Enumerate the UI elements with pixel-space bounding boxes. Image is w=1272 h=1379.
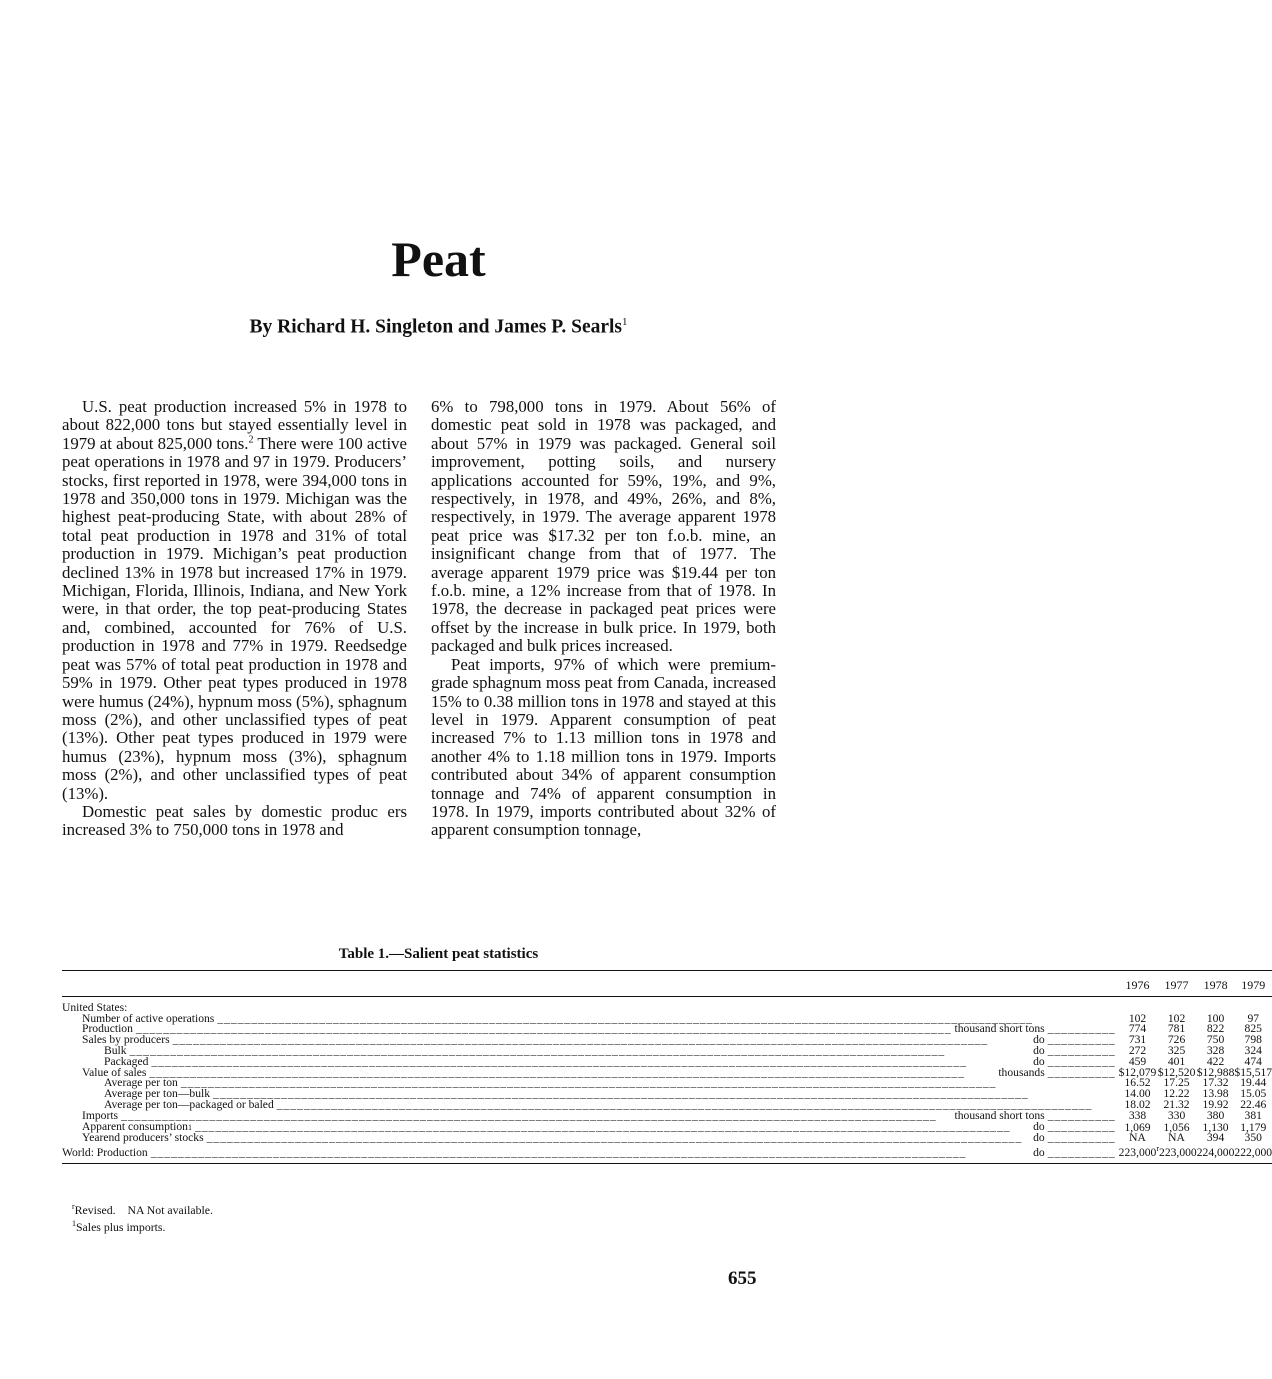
- cell-text: 18.02: [1124, 1097, 1151, 1111]
- cell-text: 422: [1206, 1054, 1225, 1068]
- table-header-year: 1979: [1241, 978, 1266, 992]
- leader-dashes: ________________________________________________________________________________________________________________________: [180, 1076, 997, 1090]
- footnote-line: [72, 1200, 213, 1217]
- row-unit: do: [1033, 1131, 1045, 1145]
- cell-text: 350: [1244, 1131, 1262, 1145]
- cell-text: 16.52: [1124, 1076, 1151, 1090]
- footnote-ref: 2: [248, 434, 254, 446]
- cell-text: 726: [1167, 1033, 1186, 1047]
- row-label: Value of sales: [82, 1065, 147, 1079]
- row-label: Average per ton—bulk: [104, 1087, 211, 1101]
- cell-text: 17.25: [1163, 1076, 1190, 1090]
- cell-text: 324: [1244, 1043, 1262, 1057]
- cell-text: 22.46: [1240, 1097, 1267, 1111]
- row-label: Bulk: [104, 1043, 127, 1057]
- table-cell-value: [1197, 1133, 1235, 1144]
- row-label: United States:: [62, 1000, 128, 1014]
- footnote-mark: r: [72, 1202, 75, 1211]
- cell-text: 798: [1244, 1033, 1262, 1047]
- body-text: U.S. peat production increased 5% in 1978 to about 822,000 tons but stayed essentially level in 1979 at about 825,000 tons.: [62, 397, 407, 453]
- cell-text: 325: [1167, 1043, 1186, 1057]
- byline-authors: By Richard H. Singleton and James P. Searls: [249, 316, 623, 338]
- body-paragraph: 6% to 798,000 tons in 1979. About 56% of domestic peat sold in 1978 was packaged, and about 57% in 1979 was packaged. General soil improvement, potting soils, and nursery applications accounted for 59%, 19%, and 9%, respectively, in 1978, and 49%, 26%, and 8%, respectively, in 1979. The average apparent 1978 peat price was $17.32 per ton f.o.b. mine, an insignificant change from that of 1977. The average apparent 1979 price was $19.44 per ton f.o.b. mine, a 12% increase from that of 1978. In 1978, the decrease in packaged peat prices were offset by the increase in bulk price. In 1979, both packaged and bulk prices increased.: [431, 397, 776, 656]
- table-row: [62, 1133, 1272, 1144]
- leader-dashes: __________: [1047, 1054, 1116, 1068]
- cell-text: 17.32: [1202, 1076, 1229, 1090]
- cell-text: 825: [1244, 1022, 1262, 1036]
- leader-dashes: __________: [1047, 1065, 1116, 1079]
- cell-text: 19.92: [1202, 1097, 1229, 1111]
- row-label: Yearend producers’ stocks: [82, 1131, 204, 1145]
- row-unit: do: [1033, 1054, 1045, 1068]
- cell-text: 14.00: [1124, 1087, 1151, 1101]
- cell-text: 100: [1206, 1011, 1225, 1025]
- cell-text: 1,179: [1240, 1120, 1267, 1134]
- leader-dashes: ________________________________________________________________________________________________________________________: [217, 1011, 1033, 1025]
- leader-dashes: ________________________________________________________________________________________________________________________: [276, 1097, 1093, 1111]
- leader-dashes: __________: [1047, 1131, 1116, 1145]
- leader-dashes: __________: [1047, 1022, 1116, 1036]
- cell-text: 822: [1206, 1022, 1225, 1036]
- row-label: Sales by producers: [82, 1033, 170, 1047]
- cell-text: 459: [1128, 1054, 1147, 1068]
- leader-dashes: ________________________________________________________________________________________________________________________: [194, 1119, 1011, 1133]
- row-label: Apparent consumption: [82, 1119, 188, 1133]
- byline: [0, 316, 877, 339]
- row-label: Packaged: [104, 1054, 149, 1068]
- leader-dashes: ________________________________________________________________________________________________________________________: [150, 1146, 967, 1160]
- cell-text: 272: [1128, 1043, 1147, 1057]
- row-unit: thousands: [998, 1065, 1045, 1079]
- row-label: Imports: [82, 1108, 119, 1122]
- table-cell-value: [1156, 1133, 1196, 1144]
- cell-text: 330: [1167, 1108, 1186, 1122]
- cell-text: 781: [1167, 1022, 1186, 1036]
- table-header-year: 1978: [1203, 978, 1228, 992]
- cell-text: NA: [1168, 1131, 1185, 1145]
- table-cell-value: [1234, 1133, 1272, 1144]
- table-row: [62, 996, 1272, 1013]
- row-label: World: Production: [62, 1146, 148, 1160]
- page-number: 655: [728, 1268, 757, 1289]
- leader-dashes: __________: [1047, 1033, 1116, 1047]
- cell-text: 1,130: [1202, 1120, 1229, 1134]
- body-paragraph: Peat imports, 97% of which were premium-grade sphagnum moss peat from Canada, increased 15% to 0.38 million tons in 1978 and stayed at this level in 1979. Apparent consumption of peat increased 7% to 1.13 million tons in 1978 and another 4% to 1.18 million tons in 1979. Imports contributed about 34% of apparent consumption tonnage and 74% of apparent consumption in 1978. In 1979, imports contributed about 32% of apparent consumption tonnage,: [431, 654, 776, 840]
- cell-text: $12,520: [1157, 1065, 1196, 1079]
- table-cell-value: [1119, 1133, 1157, 1144]
- cell-text: 21.32: [1163, 1097, 1190, 1111]
- cell-text: 731: [1128, 1033, 1147, 1047]
- table-header-year: 1977: [1164, 978, 1189, 992]
- cell-text: 102: [1128, 1011, 1147, 1025]
- leader-dashes: ________________________________________________________________________________________________________________________: [213, 1087, 1029, 1101]
- leader-dashes: __________: [1047, 1119, 1116, 1133]
- byline-footnote-mark: 1: [622, 316, 628, 328]
- cell-text: $12,988: [1196, 1065, 1235, 1079]
- footnote-text: NA Not available.: [127, 1202, 213, 1217]
- row-label-footnote: 1: [187, 1122, 192, 1132]
- cell-text: 223,000: [1118, 1146, 1157, 1160]
- leader-dashes: ________________________________________________________________________________________________________________________: [172, 1033, 989, 1047]
- row-unit: thousand short tons: [954, 1022, 1045, 1036]
- footnote-line: [72, 1217, 213, 1234]
- cell-text: 13.98: [1202, 1087, 1229, 1101]
- footnote-mark: 1: [72, 1218, 76, 1228]
- row-label: Average per ton: [104, 1076, 178, 1090]
- leader-dashes: __________: [1047, 1108, 1116, 1122]
- revised-mark: r: [1156, 1144, 1160, 1154]
- cell-text: 223,000: [1159, 1146, 1197, 1160]
- leader-dashes: ________________________________________________________________________________________________________________________: [129, 1043, 946, 1057]
- row-unit: do: [1033, 1119, 1045, 1133]
- row-label-cell: [62, 1133, 1119, 1144]
- row-label: Average per ton—packaged or baled: [104, 1097, 274, 1111]
- cell-text: 774: [1128, 1022, 1147, 1036]
- cell-text: $12,079: [1118, 1065, 1157, 1079]
- table-footnotes: [72, 1200, 213, 1234]
- row-label: Production: [82, 1022, 133, 1036]
- leader-dashes: ________________________________________________________________________________________________________________________: [121, 1108, 937, 1122]
- cell-text: 15.05: [1240, 1087, 1267, 1101]
- footnote-text: Sales plus imports.: [76, 1219, 166, 1234]
- cell-text: 19.44: [1240, 1076, 1267, 1090]
- body-text: There were 100 active peat operations in 1978 and 97 in 1979. Producers’ stocks, first reported in 1978, were 394,000 tons in 1978 and 350,000 tons in 1979. Michigan was the highest peat-producing State, with about 28% of total peat production in 1978 and 31% of total production in 1979. Michigan’s peat production declined 13% in 1978 but increased 17% in 1979. Michigan, Florida, Illinois, Indiana, and New York were, in that order, the top peat-producing States and, combined, accounted for 76% of U.S. production in 1978 and 77% in 1979. Reedsedge peat was 57% of total peat production in 1978 and 59% in 1979. Other peat types produced in 1978 were humus (24%), hypnum moss (5%), sphagnum moss (2%), and other unclassified types of peat (13%). Other peat types produced in 1979 were humus (23%), hypnum moss (3%), sphagnum moss (2%), and other unclassified types of peat (13%).: [62, 433, 407, 803]
- row-unit: do: [1033, 1043, 1045, 1057]
- leader-dashes: ________________________________________________________________________________________________________________________: [135, 1022, 952, 1036]
- table-body: [62, 996, 1272, 1163]
- table-header-blank: [62, 971, 1119, 997]
- table-header-year: 1976: [1125, 978, 1150, 992]
- cell-text: 381: [1244, 1108, 1262, 1122]
- row-label-cell: [62, 996, 1119, 1013]
- table-title: Table 1.—Salient peat statistics: [338, 946, 539, 962]
- cell-text: 224,000: [1196, 1146, 1235, 1160]
- body-column-right: [431, 398, 776, 840]
- cell-text: 1,069: [1124, 1120, 1151, 1134]
- leader-dashes: ________________________________________________________________________________________________________________________: [206, 1131, 1023, 1145]
- cell-text: 750: [1206, 1033, 1225, 1047]
- table-cell-value: [1197, 1144, 1235, 1163]
- body-column-left: [62, 398, 407, 840]
- cell-text: 1,056: [1163, 1120, 1190, 1134]
- leader-dashes: ________________________________________________________________________________________________________________________: [151, 1054, 968, 1068]
- cell-text: $15,517: [1234, 1065, 1272, 1079]
- leader-dashes: ________________________________________________________________________________________________________________________: [149, 1065, 966, 1079]
- cell-text: 97: [1247, 1011, 1260, 1025]
- row-unit: do: [1033, 1033, 1045, 1047]
- cell-text: 102: [1167, 1011, 1186, 1025]
- table-header-row: [62, 971, 1272, 997]
- row-label-cell: [62, 1144, 1119, 1163]
- salient-statistics-table: [62, 970, 1272, 1164]
- cell-text: 401: [1167, 1054, 1186, 1068]
- body-paragraph: Domestic peat sales by domestic produc ers increased 3% to 750,000 tons in 1978 and: [62, 801, 407, 840]
- row-unit: thousand short tons: [954, 1108, 1045, 1122]
- table-row: [62, 1144, 1272, 1163]
- leader-dashes: __________: [1047, 1043, 1116, 1057]
- table-cell-value: [1156, 1144, 1196, 1163]
- cell-text: 380: [1206, 1108, 1225, 1122]
- cell-text: 474: [1244, 1054, 1262, 1068]
- cell-text: 222,000: [1234, 1146, 1272, 1160]
- cell-text: NA: [1129, 1131, 1146, 1145]
- cell-text: 394: [1206, 1131, 1225, 1145]
- cell-text: 12.22: [1163, 1087, 1190, 1101]
- footnote-text: Revised.: [74, 1202, 116, 1217]
- table-cell-value: [1234, 1144, 1272, 1163]
- body-paragraph: [62, 398, 407, 803]
- cell-text: 338: [1128, 1108, 1147, 1122]
- leader-dashes: __________: [1047, 1146, 1116, 1160]
- cell-text: 328: [1206, 1043, 1225, 1057]
- row-unit: do: [1033, 1146, 1045, 1160]
- page-title: Peat: [391, 231, 486, 287]
- row-label: Number of active operations: [82, 1011, 215, 1025]
- table-cell-value: [1118, 1144, 1160, 1163]
